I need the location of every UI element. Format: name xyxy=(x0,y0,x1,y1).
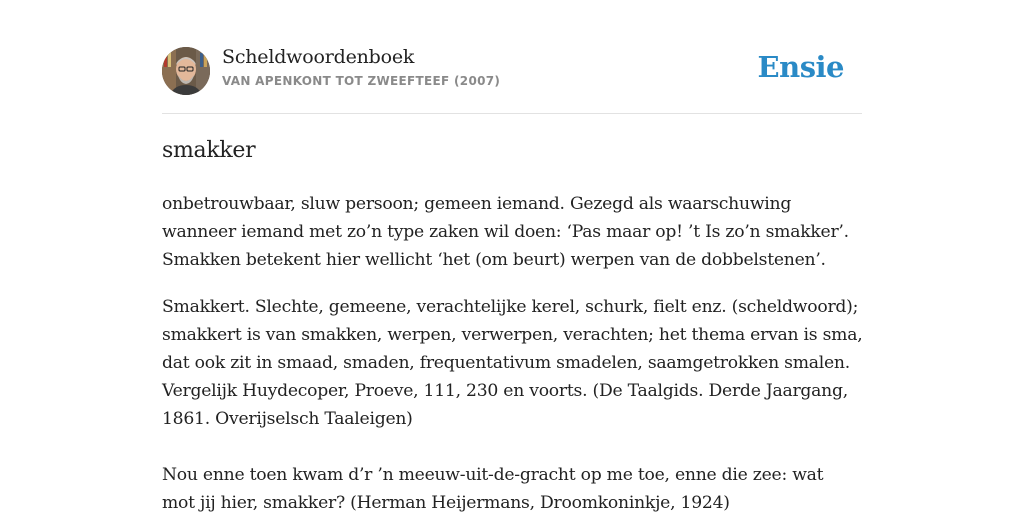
header-divider xyxy=(162,113,862,114)
text-line: wanneer iemand met zo’n type zaken wil doen: ‘Pas maar op! ’t Is zo’n smakker’. xyxy=(162,222,849,242)
text-line: dat ook zit in smaad, smaden, frequentativum smadelen, saamgetrokken smalen. xyxy=(162,353,850,373)
text-line: mot jij hier, smakker? (Herman Heijermans, Droomkoninkje, 1924) xyxy=(162,493,730,512)
definition-paragraph xyxy=(162,190,862,274)
text-line: Smakken betekent hier wellicht ‘het (om beurt) werpen van de dobbelstenen’. xyxy=(162,250,826,270)
text-line: onbetrouwbaar, sluw persoon; gemeen iemand. Gezegd als waarschuwing xyxy=(162,194,792,214)
ensie-logo[interactable]: Ensie xyxy=(757,50,844,84)
author-avatar[interactable] xyxy=(162,47,210,95)
entry-title: smakker xyxy=(162,138,256,163)
source-header xyxy=(162,46,862,96)
text-line: 1861. Overijselsch Taaleigen) xyxy=(162,409,413,429)
text-line: Nou enne toen kwam d’r ’n meeuw-uit-de-gracht op me toe, enne die zee: wat xyxy=(162,465,824,485)
text-line: smakkert is van smakken, werpen, verwerpen, verachten; het thema ervan is sma, xyxy=(162,325,863,345)
avatar-image xyxy=(162,47,210,95)
text-line: Smakkert. Slechte, gemeene, verachtelijke kerel, schurk, fielt enz. (scheldwoord); xyxy=(162,297,859,317)
entry-body xyxy=(162,190,862,512)
source-subtitle: VAN APENKONT TOT ZWEEFTEEF (2007) xyxy=(222,74,501,88)
etymology-paragraph xyxy=(162,293,862,433)
text-line: Vergelijk Huydecoper, Proeve, 111, 230 en voorts. (De Taalgids. Derde Jaargang, xyxy=(162,381,848,401)
quote-paragraph xyxy=(162,461,862,512)
source-title[interactable]: Scheldwoordenboek xyxy=(222,46,415,68)
